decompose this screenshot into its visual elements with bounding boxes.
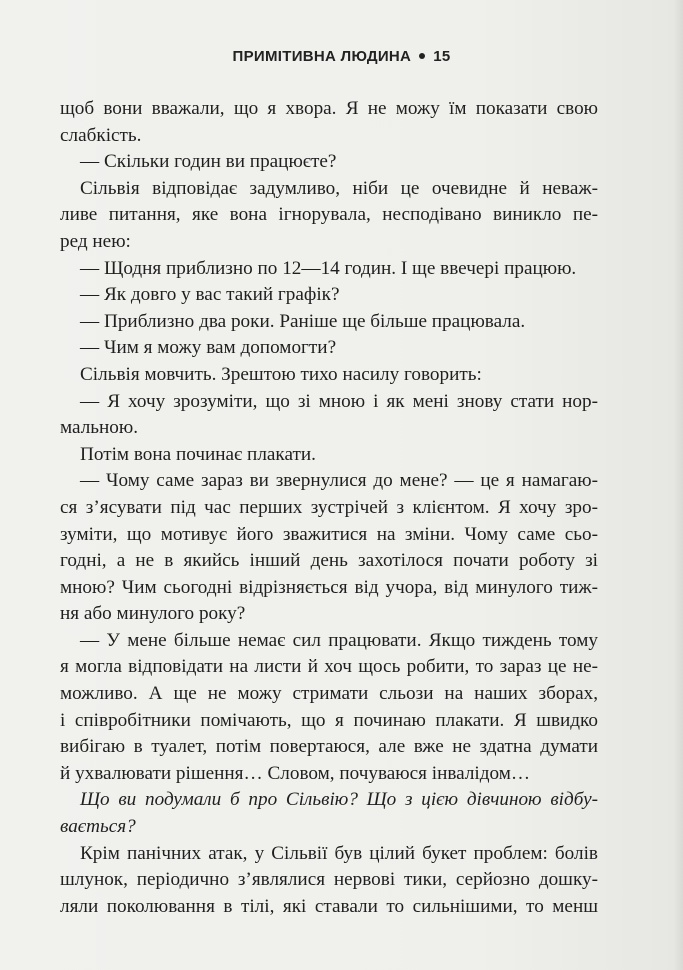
text-line: — Чому саме зараз ви звернулися до мене? — це я намагаю-: [80, 470, 598, 492]
text-line: ляли поколювання в тілі, які ставали то сильнішими, то менш: [60, 895, 598, 917]
running-header: [0, 48, 683, 65]
text-line: — У мене більше немає сил працювати. Якщо тиждень тому: [80, 629, 598, 651]
text-line: ливе питання, яке вона ігнорувала, несподівано виникло пе-: [60, 204, 598, 226]
text-line: й ухвалювати рішення… Словом, почуваюся інвалідом…: [60, 762, 531, 784]
text-line: — Чим я можу вам допомогти?: [80, 337, 337, 359]
text-line: — Щодня приблизно по 12—14 годин. І ще ввечері працюю.: [80, 257, 577, 279]
text-line: мальною.: [60, 417, 139, 439]
text-line: Крім панічних атак, у Сільвії був цілий букет проблем: болів: [80, 842, 598, 864]
text-line: зуміти, що мотивує його зважитися на зміни. Чому саме сьо-: [60, 523, 598, 545]
text-line: — Я хочу зрозуміти, що зі мною і як мені знову стати нор-: [80, 390, 598, 412]
page-spine-shadow: [673, 0, 683, 970]
text-line: я могла відповідати на листи й хоч щось робити, то зараз це не-: [60, 656, 598, 678]
text-line: Що ви подумали б про Сільвію? Що з цією дівчиною відбу-: [80, 789, 598, 811]
text-line: вається?: [60, 816, 136, 838]
text-line: можливо. А ще не можу стримати сльози на наших зборах,: [60, 683, 598, 705]
text-line: — Приблизно два роки. Раніше ще більше працювала.: [80, 310, 526, 332]
text-line: вибігаю в туалет, потім повертаюся, але вже не здатна думати: [60, 736, 598, 758]
text-line: мною? Чим сьогодні відрізняється від учора, від минулого тиж-: [60, 576, 598, 598]
text-line: — Як довго у вас такий графік?: [80, 284, 340, 306]
text-line: шлунок, періодично з’являлися нервові тики, серйозно дошку-: [60, 869, 598, 891]
text-line: Сільвія відповідає задумливо, ніби це очевидне й неваж-: [80, 177, 598, 199]
text-line: щоб вони вважали, що я хвора. Я не можу їм показати свою: [60, 98, 598, 119]
bullet-separator-icon: [419, 53, 425, 59]
text-line: годні, а не в якийсь інший день захотілося почати роботу зі: [60, 550, 598, 572]
body-text: [60, 96, 598, 920]
text-line: ся з’ясувати під час перших зустрічей з клієнтом. Я хочу зро-: [60, 496, 598, 518]
text-line: і співробітники помічають, що я починаю плакати. Я швидко: [60, 709, 598, 731]
text-line: ня або минулого року?: [60, 603, 246, 625]
text-line: слабкість.: [60, 124, 142, 146]
page-number: 15: [433, 48, 451, 65]
text-line: Потім вона починає плакати.: [80, 443, 316, 465]
text-line: Сільвія мовчить. Зрештою тихо насилу говорить:: [80, 363, 482, 385]
text-line: — Скільки годин ви працюєте?: [80, 151, 337, 173]
text-line: ред нею:: [60, 230, 131, 252]
header-title: ПРИМІТИВНА ЛЮДИНА: [232, 48, 412, 65]
